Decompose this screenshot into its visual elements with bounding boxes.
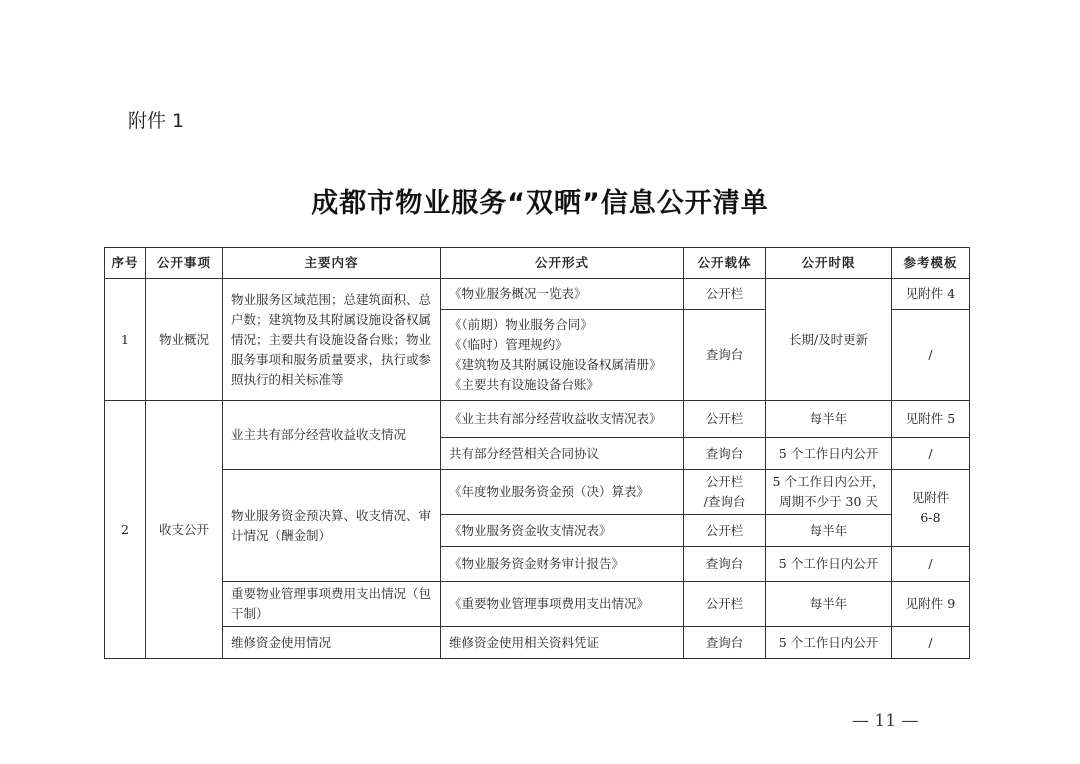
form-line: 《（前期）物业服务合同》: [449, 317, 593, 332]
carrier-line: /查询台: [703, 494, 746, 509]
attachment-label: 附件 1: [128, 110, 185, 132]
cell-period: [766, 470, 892, 515]
cell-content: 业主共有部分经营收益收支情况: [223, 401, 441, 470]
page-number: — 11 —: [852, 711, 919, 731]
cell-form: 《物业服务资金收支情况表》: [441, 515, 684, 547]
cell-carrier: 公开栏: [684, 515, 766, 547]
cell-carrier: 查询台: [684, 438, 766, 470]
table-row: [105, 279, 970, 310]
cell-seq: 1: [105, 279, 146, 401]
period-line: 5 个工作日内公开，: [772, 474, 885, 489]
cell-template: 见附件 4: [892, 279, 970, 310]
header-item: 公开事项: [146, 248, 223, 279]
cell-template: [892, 470, 970, 547]
cell-template: /: [892, 310, 970, 401]
table-header-row: [105, 248, 970, 279]
cell-form: [441, 310, 684, 401]
template-line: 6-8: [920, 510, 941, 525]
header-carrier: 公开载体: [684, 248, 766, 279]
disclosure-table: [104, 247, 970, 659]
header-form: 公开形式: [441, 248, 684, 279]
period-line: 周期不少于 30 天: [779, 494, 878, 509]
carrier-line: 公开栏: [705, 474, 744, 489]
cell-form: 《年度物业服务资金预（决）算表》: [441, 470, 684, 515]
cell-template: /: [892, 627, 970, 659]
header-content: 主要内容: [223, 248, 441, 279]
cell-carrier: 查询台: [684, 627, 766, 659]
form-line: 《建筑物及其附属设施设备权属清册》: [449, 357, 662, 372]
cell-form: 《物业服务概况一览表》: [441, 279, 684, 310]
cell-form: 《业主共有部分经营收益收支情况表》: [441, 401, 684, 438]
cell-period: 长期/及时更新: [766, 279, 892, 401]
header-template: 参考模板: [892, 248, 970, 279]
cell-content: 维修资金使用情况: [223, 627, 441, 659]
cell-carrier: 公开栏: [684, 582, 766, 627]
cell-template: 见附件 9: [892, 582, 970, 627]
cell-period: 5 个工作日内公开: [766, 547, 892, 582]
form-line: 《（临时）管理规约》: [449, 337, 568, 352]
document-title: 成都市物业服务“双晒”信息公开清单: [311, 188, 769, 219]
cell-item: 物业概况: [146, 279, 223, 401]
cell-form: 共有部分经营相关合同协议: [441, 438, 684, 470]
cell-content: 物业服务资金预决算、收支情况、审计情况（酬金制）: [223, 470, 441, 582]
cell-period: 每半年: [766, 515, 892, 547]
header-period: 公开时限: [766, 248, 892, 279]
cell-content: 重要物业管理事项费用支出情况（包干制）: [223, 582, 441, 627]
cell-period: 每半年: [766, 582, 892, 627]
table-row: [105, 401, 970, 438]
cell-form: 维修资金使用相关资料凭证: [441, 627, 684, 659]
header-seq: 序号: [105, 248, 146, 279]
cell-period: 5 个工作日内公开: [766, 438, 892, 470]
cell-template: /: [892, 438, 970, 470]
table-row: [105, 582, 970, 627]
cell-content: 物业服务区域范围；总建筑面积、总户数；建筑物及其附属设施设备权属情况；主要共有设施设备台账；物业服务事项和服务质量要求，执行或参照执行的相关标准等: [223, 279, 441, 401]
cell-carrier: 查询台: [684, 547, 766, 582]
form-line: 《主要共有设施设备台账》: [449, 377, 600, 392]
cell-period: 每半年: [766, 401, 892, 438]
cell-seq: 2: [105, 401, 146, 659]
cell-form: 《重要物业管理事项费用支出情况》: [441, 582, 684, 627]
cell-item: 收支公开: [146, 401, 223, 659]
cell-template: /: [892, 547, 970, 582]
cell-carrier: 查询台: [684, 310, 766, 401]
table-row: [105, 627, 970, 659]
template-line: 见附件: [911, 490, 950, 505]
cell-form: 《物业服务资金财务审计报告》: [441, 547, 684, 582]
cell-carrier: 公开栏: [684, 279, 766, 310]
cell-carrier: [684, 470, 766, 515]
cell-carrier: 公开栏: [684, 401, 766, 438]
cell-period: 5 个工作日内公开: [766, 627, 892, 659]
cell-template: 见附件 5: [892, 401, 970, 438]
table-row: [105, 470, 970, 515]
